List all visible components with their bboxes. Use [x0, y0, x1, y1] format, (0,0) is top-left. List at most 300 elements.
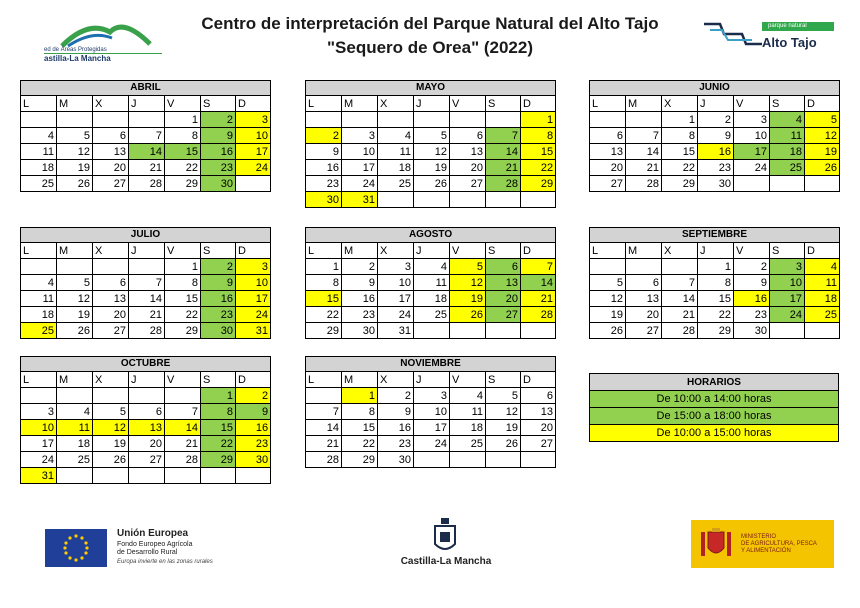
day-cell: 14 [129, 291, 165, 307]
day-cell: 7 [306, 404, 342, 420]
day-cell: 22 [698, 307, 734, 323]
weekday-header: D [521, 96, 556, 112]
day-cell: 2 [342, 259, 378, 275]
day-cell: 14 [486, 144, 521, 160]
day-cell: 3 [414, 388, 450, 404]
day-cell: 26 [57, 176, 93, 192]
day-cell: 13 [450, 144, 486, 160]
day-cell: 16 [378, 420, 414, 436]
weekday-header: X [662, 243, 698, 259]
day-cell: 22 [662, 160, 698, 176]
day-cell [521, 192, 556, 208]
day-cell [770, 176, 805, 192]
day-cell: 29 [698, 323, 734, 339]
weekday-header: M [57, 96, 93, 112]
day-cell: 27 [626, 323, 662, 339]
day-cell: 29 [521, 176, 556, 192]
day-cell: 9 [342, 275, 378, 291]
weekday-header: D [236, 243, 271, 259]
day-cell: 14 [521, 275, 556, 291]
weekday-header: X [378, 96, 414, 112]
weekday-header: X [93, 96, 129, 112]
day-cell: 6 [450, 128, 486, 144]
day-cell: 19 [57, 307, 93, 323]
weekday-header: L [306, 243, 342, 259]
day-cell: 24 [21, 452, 57, 468]
day-cell: 28 [165, 452, 201, 468]
weekday-header: M [626, 96, 662, 112]
day-cell: 31 [21, 468, 57, 484]
day-cell: 1 [521, 112, 556, 128]
day-cell [378, 192, 414, 208]
day-cell: 30 [734, 323, 770, 339]
day-cell: 20 [486, 291, 521, 307]
day-cell: 30 [201, 176, 236, 192]
day-cell: 16 [734, 291, 770, 307]
day-cell: 6 [486, 259, 521, 275]
day-cell: 19 [93, 436, 129, 452]
month-title: NOVIEMBRE [306, 357, 556, 372]
day-cell: 18 [378, 160, 414, 176]
day-cell: 4 [378, 128, 414, 144]
day-cell: 14 [626, 144, 662, 160]
day-cell: 27 [450, 176, 486, 192]
day-cell: 10 [414, 404, 450, 420]
day-cell [306, 388, 342, 404]
day-cell [93, 112, 129, 128]
month-calendar [20, 356, 271, 484]
day-cell [378, 112, 414, 128]
day-cell: 23 [734, 307, 770, 323]
day-cell: 21 [306, 436, 342, 452]
weekday-header: D [805, 96, 840, 112]
day-cell: 10 [378, 275, 414, 291]
day-cell [129, 468, 165, 484]
day-cell: 11 [450, 404, 486, 420]
day-cell: 17 [21, 436, 57, 452]
weekday-header: S [201, 372, 236, 388]
day-cell: 28 [486, 176, 521, 192]
day-cell: 14 [129, 144, 165, 160]
day-cell: 10 [21, 420, 57, 436]
day-cell: 4 [770, 112, 805, 128]
day-cell: 27 [129, 452, 165, 468]
day-cell: 17 [770, 291, 805, 307]
day-cell: 26 [414, 176, 450, 192]
day-cell [626, 112, 662, 128]
weekday-header: X [93, 372, 129, 388]
day-cell: 27 [590, 176, 626, 192]
horario-row: De 10:00 a 14:00 horas [590, 391, 839, 408]
weekday-header: M [57, 372, 93, 388]
day-cell: 25 [21, 176, 57, 192]
day-cell: 4 [57, 404, 93, 420]
weekday-header: D [521, 243, 556, 259]
weekday-header: M [342, 243, 378, 259]
day-cell: 8 [306, 275, 342, 291]
day-cell [486, 192, 521, 208]
day-cell [93, 259, 129, 275]
day-cell: 16 [201, 144, 236, 160]
day-cell: 16 [306, 160, 342, 176]
ministry-text [741, 534, 817, 555]
day-cell: 31 [236, 323, 271, 339]
weekday-header: X [93, 243, 129, 259]
day-cell: 27 [521, 436, 556, 452]
day-cell: 7 [129, 128, 165, 144]
day-cell: 23 [201, 160, 236, 176]
day-cell: 11 [805, 275, 840, 291]
day-cell [414, 452, 450, 468]
day-cell: 19 [414, 160, 450, 176]
day-cell: 5 [805, 112, 840, 128]
day-cell: 26 [57, 323, 93, 339]
weekday-header: J [414, 372, 450, 388]
day-cell: 25 [450, 436, 486, 452]
day-cell: 12 [450, 275, 486, 291]
day-cell [93, 388, 129, 404]
ministerio-logo [691, 520, 834, 568]
day-cell: 8 [521, 128, 556, 144]
day-cell: 22 [201, 436, 236, 452]
day-cell: 30 [201, 323, 236, 339]
month-calendar [305, 356, 556, 468]
day-cell: 3 [236, 259, 271, 275]
day-cell: 15 [306, 291, 342, 307]
day-cell: 1 [165, 259, 201, 275]
day-cell: 9 [306, 144, 342, 160]
ministry-line1: MINISTERIO [741, 534, 777, 540]
alto-tajo-logo [702, 16, 832, 56]
day-cell: 7 [486, 128, 521, 144]
day-cell: 28 [626, 176, 662, 192]
day-cell: 30 [236, 452, 271, 468]
day-cell: 23 [201, 307, 236, 323]
day-cell: 10 [734, 128, 770, 144]
day-cell: 21 [129, 307, 165, 323]
day-cell: 18 [770, 144, 805, 160]
horarios-legend [589, 373, 839, 442]
day-cell: 12 [414, 144, 450, 160]
ue-line1: Fondo Europeo Agrícola [117, 541, 193, 548]
day-cell: 24 [770, 307, 805, 323]
day-cell: 8 [165, 275, 201, 291]
day-cell: 30 [306, 192, 342, 208]
weekday-header: V [734, 243, 770, 259]
day-cell: 23 [378, 436, 414, 452]
day-cell [486, 452, 521, 468]
weekday-header: L [590, 96, 626, 112]
weekday-header: D [236, 96, 271, 112]
day-cell: 31 [378, 323, 414, 339]
day-cell: 20 [590, 160, 626, 176]
ue-subtitle [117, 541, 193, 557]
day-cell: 8 [698, 275, 734, 291]
day-cell: 15 [342, 420, 378, 436]
day-cell: 11 [21, 291, 57, 307]
day-cell: 1 [698, 259, 734, 275]
day-cell: 9 [201, 275, 236, 291]
day-cell: 1 [306, 259, 342, 275]
day-cell [57, 388, 93, 404]
day-cell: 25 [805, 307, 840, 323]
day-cell: 24 [236, 160, 271, 176]
day-cell: 17 [236, 291, 271, 307]
day-cell: 29 [165, 176, 201, 192]
day-cell: 2 [698, 112, 734, 128]
day-cell: 9 [201, 128, 236, 144]
weekday-header: S [201, 243, 236, 259]
union-europea-logo [45, 526, 265, 570]
day-cell [450, 452, 486, 468]
weekday-header: V [165, 96, 201, 112]
day-cell: 6 [93, 128, 129, 144]
day-cell: 16 [201, 291, 236, 307]
day-cell: 8 [662, 128, 698, 144]
day-cell [236, 468, 271, 484]
day-cell: 25 [21, 323, 57, 339]
day-cell: 4 [21, 275, 57, 291]
day-cell: 5 [57, 275, 93, 291]
day-cell: 15 [165, 144, 201, 160]
day-cell: 18 [21, 307, 57, 323]
eu-flag-icon [45, 529, 107, 567]
areas-protegidas-logo [44, 14, 162, 63]
day-cell: 12 [93, 420, 129, 436]
month-title: AGOSTO [306, 228, 556, 243]
day-cell: 26 [93, 452, 129, 468]
day-cell: 29 [201, 452, 236, 468]
month-title: ABRIL [21, 81, 271, 96]
weekday-header: D [236, 372, 271, 388]
month-calendar [305, 80, 556, 208]
month-calendar [589, 227, 840, 339]
day-cell [734, 176, 770, 192]
day-cell: 3 [770, 259, 805, 275]
day-cell: 21 [662, 307, 698, 323]
day-cell: 4 [414, 259, 450, 275]
day-cell [805, 176, 840, 192]
weekday-header: M [626, 243, 662, 259]
day-cell [93, 468, 129, 484]
day-cell: 7 [626, 128, 662, 144]
day-cell: 6 [626, 275, 662, 291]
day-cell [521, 452, 556, 468]
weekday-header: L [21, 372, 57, 388]
month-calendar [589, 80, 840, 192]
day-cell: 16 [698, 144, 734, 160]
day-cell: 19 [57, 160, 93, 176]
day-cell: 8 [342, 404, 378, 420]
day-cell: 17 [342, 160, 378, 176]
day-cell: 19 [590, 307, 626, 323]
day-cell: 12 [57, 144, 93, 160]
day-cell: 25 [57, 452, 93, 468]
day-cell: 21 [486, 160, 521, 176]
day-cell: 29 [662, 176, 698, 192]
day-cell: 12 [805, 128, 840, 144]
title-line1: Centro de interpretación del Parque Natural del Alto Tajo [201, 14, 659, 33]
day-cell [129, 259, 165, 275]
day-cell: 5 [486, 388, 521, 404]
day-cell: 15 [698, 291, 734, 307]
day-cell: 24 [342, 176, 378, 192]
day-cell: 22 [342, 436, 378, 452]
day-cell: 4 [21, 128, 57, 144]
day-cell: 3 [21, 404, 57, 420]
day-cell: 30 [342, 323, 378, 339]
day-cell [165, 468, 201, 484]
day-cell: 25 [378, 176, 414, 192]
day-cell: 1 [165, 112, 201, 128]
weekday-header: S [201, 96, 236, 112]
day-cell [306, 112, 342, 128]
weekday-header: L [21, 243, 57, 259]
day-cell: 14 [662, 291, 698, 307]
day-cell: 20 [450, 160, 486, 176]
day-cell [414, 192, 450, 208]
day-cell: 17 [378, 291, 414, 307]
day-cell: 14 [165, 420, 201, 436]
weekday-header: D [805, 243, 840, 259]
day-cell: 28 [129, 323, 165, 339]
day-cell: 16 [236, 420, 271, 436]
weekday-header: L [21, 96, 57, 112]
day-cell: 6 [590, 128, 626, 144]
mountains-logo-icon [58, 16, 154, 48]
day-cell: 15 [521, 144, 556, 160]
day-cell: 2 [734, 259, 770, 275]
weekday-header: J [414, 96, 450, 112]
day-cell [590, 259, 626, 275]
day-cell [236, 176, 271, 192]
ministry-line3: Y ALIMENTACIÓN [741, 548, 791, 554]
day-cell: 18 [805, 291, 840, 307]
day-cell: 2 [378, 388, 414, 404]
day-cell: 6 [129, 404, 165, 420]
day-cell: 18 [57, 436, 93, 452]
ue-line3: Europa invierte en las zonas rurales [117, 559, 213, 565]
day-cell: 30 [378, 452, 414, 468]
weekday-header: S [486, 372, 521, 388]
day-cell: 15 [662, 144, 698, 160]
day-cell [57, 468, 93, 484]
month-title: OCTUBRE [21, 357, 271, 372]
weekday-header: S [770, 96, 805, 112]
weekday-header: L [306, 372, 342, 388]
day-cell: 9 [236, 404, 271, 420]
weekday-header: V [450, 96, 486, 112]
day-cell: 21 [165, 436, 201, 452]
day-cell [201, 468, 236, 484]
day-cell: 20 [626, 307, 662, 323]
weekday-header: V [450, 372, 486, 388]
day-cell: 24 [236, 307, 271, 323]
day-cell: 28 [306, 452, 342, 468]
day-cell: 6 [93, 275, 129, 291]
day-cell: 23 [342, 307, 378, 323]
day-cell: 17 [236, 144, 271, 160]
day-cell: 28 [129, 176, 165, 192]
day-cell: 4 [805, 259, 840, 275]
month-title: MAYO [306, 81, 556, 96]
day-cell: 19 [450, 291, 486, 307]
day-cell: 26 [450, 307, 486, 323]
day-cell: 19 [805, 144, 840, 160]
day-cell [626, 259, 662, 275]
day-cell: 4 [450, 388, 486, 404]
day-cell [521, 323, 556, 339]
month-title: SEPTIEMBRE [590, 228, 840, 243]
day-cell: 7 [165, 404, 201, 420]
day-cell: 23 [698, 160, 734, 176]
weekday-header: S [486, 243, 521, 259]
month-calendar [20, 80, 271, 192]
day-cell [129, 112, 165, 128]
day-cell: 22 [306, 307, 342, 323]
day-cell: 1 [201, 388, 236, 404]
logo-left-line1: ed de Áreas Protegidas [44, 47, 107, 53]
day-cell: 12 [590, 291, 626, 307]
day-cell: 13 [626, 291, 662, 307]
day-cell: 15 [165, 291, 201, 307]
day-cell: 13 [93, 144, 129, 160]
day-cell: 11 [770, 128, 805, 144]
month-calendar [305, 227, 556, 339]
day-cell: 20 [93, 160, 129, 176]
day-cell: 3 [236, 112, 271, 128]
day-cell [21, 112, 57, 128]
day-cell: 11 [57, 420, 93, 436]
day-cell: 17 [414, 420, 450, 436]
day-cell: 11 [21, 144, 57, 160]
day-cell [805, 323, 840, 339]
weekday-header: M [57, 243, 93, 259]
day-cell: 26 [805, 160, 840, 176]
weekday-header: X [662, 96, 698, 112]
day-cell [486, 323, 521, 339]
day-cell: 7 [521, 259, 556, 275]
title-line2: "Sequero de Orea" (2022) [326, 38, 534, 57]
horarios-title: HORARIOS [590, 374, 839, 391]
day-cell [57, 112, 93, 128]
logo-left-line2: astilla-La Mancha [44, 54, 111, 63]
page-title [170, 12, 690, 60]
day-cell: 21 [129, 160, 165, 176]
day-cell: 5 [57, 128, 93, 144]
day-cell: 7 [662, 275, 698, 291]
day-cell: 20 [129, 436, 165, 452]
castilla-la-mancha-logo [396, 518, 496, 570]
river-logo-icon [702, 20, 764, 48]
day-cell: 13 [486, 275, 521, 291]
logo-right-name: Alto Tajo [762, 35, 817, 50]
weekday-header: J [698, 243, 734, 259]
weekday-header: V [165, 372, 201, 388]
weekday-header: D [521, 372, 556, 388]
day-cell: 24 [734, 160, 770, 176]
day-cell: 17 [734, 144, 770, 160]
day-cell: 26 [590, 323, 626, 339]
day-cell: 6 [521, 388, 556, 404]
ue-title: Unión Europea [117, 528, 189, 539]
day-cell: 24 [414, 436, 450, 452]
month-title: JUNIO [590, 81, 840, 96]
day-cell: 9 [698, 128, 734, 144]
day-cell: 1 [662, 112, 698, 128]
day-cell [662, 259, 698, 275]
day-cell: 29 [165, 323, 201, 339]
